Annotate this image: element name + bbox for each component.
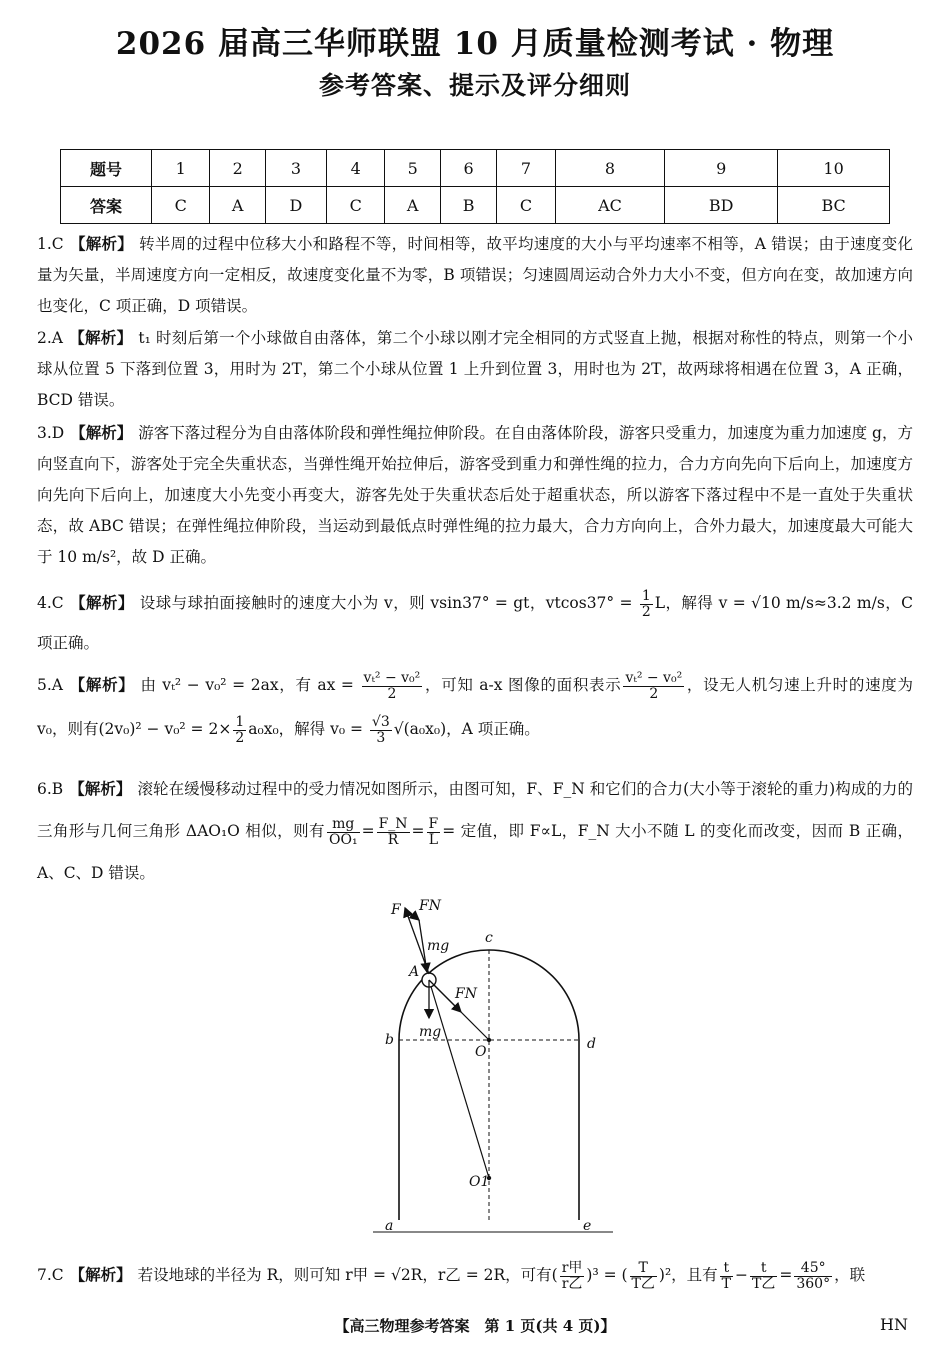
fraction-numerator: t	[720, 1261, 733, 1277]
force-triangle-mg-arrow	[419, 920, 427, 972]
fraction-numerator: 1	[235, 713, 245, 730]
solution-text: 游客下落过程分为自由落体阶段和弹性绳拉伸阶段。在自由落体阶段，游客只受重力，加速度为重力加速度 g，方向竖直向下，游客处于完全失重状态，当弹性绳开始拉伸后，游客受到重力和弹性绳的拉力，合力方向先向下后向上，加速度方向先向下后向上，加速度大小先变小再变大，游客先处于失重状态后处于超重状态，所以游客下落过程中不是一直处于失重状态，故 ABC 错误；在弹性绳拉伸阶段，当运动到最低点时弹性绳的拉力最大，合力方向向上，合外力最大，加速度最大可能大于 10 m/s²，故 D 正确。	[37, 424, 913, 566]
solution-lead: 5.A	[37, 676, 63, 694]
fraction	[750, 1261, 777, 1292]
fraction-numerator: mg	[327, 817, 360, 833]
solution-text: = 定值，即 F∝L，F_N 大小不随 L 的变化而改变，因而 B 正确，A、C、D 错误。	[37, 822, 913, 882]
fraction-numerator: vₜ² − v₀²	[363, 669, 421, 686]
solution-lead: 7.C	[37, 1266, 64, 1284]
page-footer: 【高三物理参考答案 第 1 页(共 4 页)】	[334, 1317, 616, 1335]
fraction	[794, 1261, 832, 1292]
table-cell: 1	[152, 150, 210, 187]
fraction-numerator: F	[428, 815, 439, 832]
fraction	[560, 1261, 585, 1292]
solution-text: a₀x₀，解得 v₀ =	[248, 720, 368, 738]
track-outline	[373, 950, 613, 1232]
table-cell: 7	[497, 150, 555, 187]
fraction-denominator: 2	[649, 685, 659, 702]
table-cell: 2	[210, 150, 265, 187]
center-point-o	[487, 1038, 491, 1042]
solution-text: 转半周的过程中位移大小和路程不等，时间相等，故平均速度的大小与平均速率不相等，A 错误；由于速度变化量为矢量，半周速度方向一定相反，故速度变化量不为零，B 项错误；匀速圆周运动合外力大小不变，但方向在变，故加速方向也变化，C 项正确，D 项错误。	[37, 235, 913, 315]
answer-table-answer-row	[61, 187, 890, 224]
table-cell: 10	[778, 150, 890, 187]
solution-text: L，解得 v = √10 m/s≈3.2 m/s，C 项正确。	[37, 594, 913, 652]
answer-table	[60, 149, 890, 224]
solution-7	[37, 1258, 913, 1292]
solution-6	[37, 768, 913, 894]
equals-sign: =	[411, 822, 425, 840]
roller-force-diagram	[363, 890, 618, 1246]
solution-text: √(a₀x₀)，A 项正确。	[393, 720, 540, 738]
label-f: F	[391, 902, 401, 918]
table-cell: 3	[265, 150, 326, 187]
fraction-denominator: R	[387, 831, 399, 848]
table-cell: BC	[778, 187, 890, 224]
fraction	[427, 817, 441, 848]
fraction-denominator: 3	[376, 729, 386, 746]
fraction	[377, 817, 410, 848]
fraction	[327, 817, 360, 848]
solution-lead: 6.B	[37, 780, 64, 798]
row-label: 答案	[61, 187, 152, 224]
fraction-denominator: T乙	[752, 1275, 776, 1292]
solution-tag: 【解析】	[69, 234, 134, 253]
solution-text: )³ = (	[586, 1266, 628, 1284]
table-cell: A	[210, 187, 265, 224]
solution-4	[37, 583, 913, 663]
fraction-denominator: OO₁	[329, 831, 358, 848]
fraction	[370, 715, 392, 746]
solution-text: ，设无人机匀速上升时的速度为 v₀，则有(2v₀)² − v₀² = 2×	[37, 676, 913, 738]
minus-sign: −	[735, 1266, 748, 1284]
solution-3	[37, 417, 913, 573]
table-cell: 8	[555, 150, 664, 187]
fraction-numerator: √3	[371, 713, 390, 730]
fraction	[720, 1261, 733, 1292]
table-cell: 5	[385, 150, 440, 187]
fraction-denominator: 2	[641, 603, 651, 620]
fraction-denominator: r乙	[561, 1275, 583, 1292]
label-mg-top: mg	[427, 938, 450, 954]
solution-text: ，可知 a-x 图像的面积表示	[424, 676, 622, 694]
solution-5	[37, 663, 913, 751]
fraction-denominator: 360°	[796, 1275, 831, 1292]
equals-sign: =	[361, 822, 375, 840]
equals-sign: =	[779, 1266, 793, 1284]
answer-table-number-row	[61, 150, 890, 187]
table-cell: C	[497, 187, 555, 224]
fraction-denominator: 2	[235, 729, 245, 746]
row-label: 题号	[61, 150, 152, 187]
solution-lead: 3.D	[37, 424, 65, 442]
table-cell: 6	[440, 150, 496, 187]
table-cell: D	[265, 187, 326, 224]
fraction-denominator: L	[428, 831, 439, 848]
region-code: HN	[880, 1315, 908, 1334]
table-cell: BD	[665, 187, 778, 224]
fraction-numerator: F_N	[378, 815, 408, 832]
solution-tag: 【解析】	[69, 779, 132, 798]
table-cell: B	[440, 187, 496, 224]
table-cell: 4	[326, 150, 384, 187]
solution-text: ，联	[834, 1266, 866, 1284]
label-c: c	[485, 930, 493, 946]
fraction	[362, 671, 423, 702]
solution-text: )²，且有	[658, 1266, 718, 1284]
fraction-numerator: 45°	[794, 1261, 832, 1277]
page-subtitle: 参考答案、提示及评分细则	[318, 71, 631, 100]
fraction-numerator: vₜ² − v₀²	[625, 669, 683, 686]
solution-1	[37, 228, 913, 322]
label-o: O	[475, 1044, 487, 1060]
label-e: e	[583, 1218, 592, 1234]
solution-text: t₁ 时刻后第一个小球做自由落体，第二个小球以刚才完全相同的方式竖直上抛，根据对称性的特点，则第一个小球从位置 5 下落到位置 3，用时为 2T，第二个小球从位置 1 上升到位置 3，用时也为 2T，故两球将相遇在位置 3，A 正确，BCD 错误。	[37, 329, 913, 409]
label-d: d	[587, 1036, 596, 1052]
solution-tag: 【解析】	[70, 423, 133, 442]
table-cell: A	[385, 187, 440, 224]
solution-2	[37, 322, 913, 416]
solution-text: 若设地球的半径为 R，则可知 r甲 = √2R，r乙 = 2R，可有(	[137, 1266, 558, 1284]
fraction	[640, 589, 653, 620]
fraction-numerator: t	[750, 1261, 777, 1277]
table-cell: C	[326, 187, 384, 224]
fraction	[233, 715, 246, 746]
solution-tag: 【解析】	[68, 328, 133, 347]
solution-tag: 【解析】	[69, 1265, 132, 1284]
fraction	[623, 671, 684, 702]
solution-tag: 【解析】	[69, 593, 134, 612]
label-mg-bottom: mg	[419, 1024, 442, 1040]
solution-lead: 2.A	[37, 329, 63, 347]
fraction	[630, 1261, 657, 1292]
solution-text: 滚轮在缓慢移动过程中的受力情况如图所示，由图可知，F、F_N 和它们的合力(大小等于滚轮的重力)构成的力的三角形与几何三角形 ΔAO₁O 相似，则有	[37, 780, 913, 840]
solution-lead: 4.C	[37, 594, 64, 612]
label-fn-mid: FN	[455, 986, 477, 1002]
fraction-denominator: T	[721, 1275, 731, 1292]
label-a-point: A	[409, 964, 420, 980]
label-a: a	[385, 1218, 394, 1234]
solution-text: 由 vₜ² − v₀² = 2ax，有 ax =	[140, 676, 360, 694]
fraction-denominator: 2	[387, 685, 397, 702]
fraction-numerator: T	[630, 1261, 657, 1277]
solution-tag: 【解析】	[68, 675, 135, 694]
table-cell: C	[152, 187, 210, 224]
label-fn-top: FN	[419, 898, 441, 914]
label-o1: O1	[469, 1174, 490, 1190]
fraction-numerator: r甲	[561, 1259, 583, 1276]
table-cell: AC	[555, 187, 664, 224]
fraction-numerator: 1	[641, 587, 651, 604]
solution-text: 设球与球拍面接触时的速度大小为 v，则 vsin37° = gt，vtcos37° =	[139, 594, 638, 612]
page-title: 2026 届高三华师联盟 10 月质量检测考试 · 物理	[115, 26, 835, 62]
solution-lead: 1.C	[37, 235, 64, 253]
fraction-denominator: T乙	[631, 1275, 655, 1292]
table-cell: 9	[665, 150, 778, 187]
label-b: b	[385, 1032, 394, 1048]
